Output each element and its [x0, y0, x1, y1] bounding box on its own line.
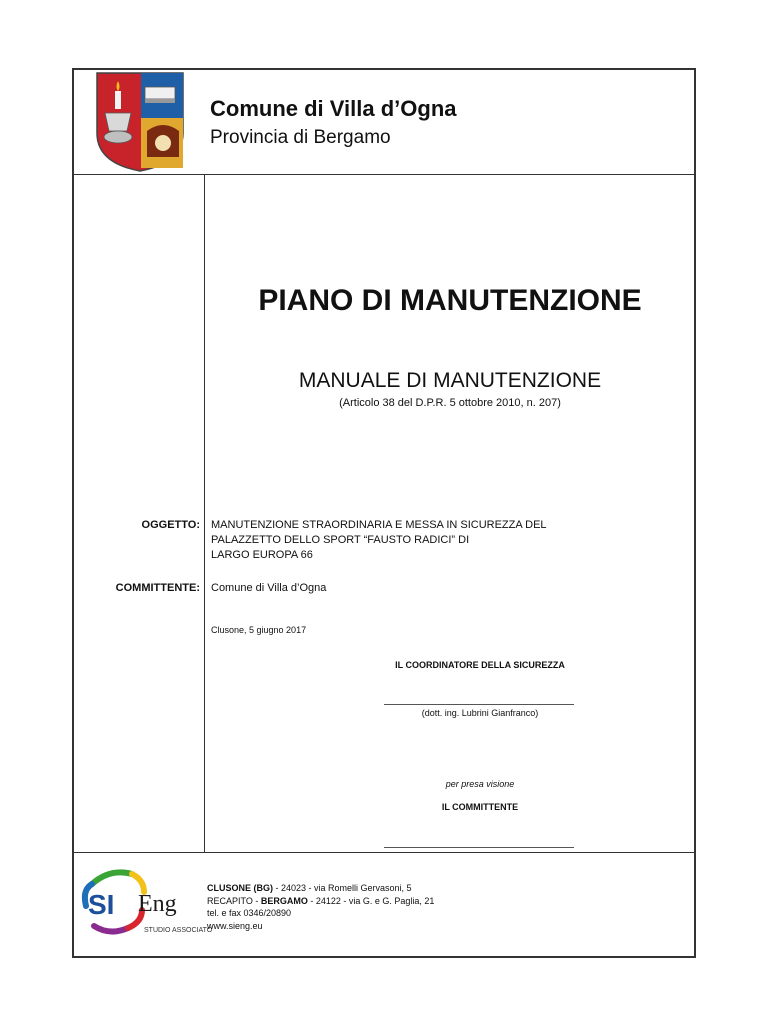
oggetto-line: PALAZZETTO DELLO SPORT “FAUSTO RADICI” DI	[211, 534, 470, 546]
footer-divider	[72, 852, 696, 853]
footer-line-1	[207, 882, 434, 895]
sieng-logo-icon	[80, 866, 213, 938]
article-reference: (Articolo 38 del D.P.R. 5 ottobre 2010, n. 207)	[339, 397, 561, 409]
oggetto-line: MANUTENZIONE STRAORDINARIA E MESSA IN SICUREZZA DEL	[211, 519, 547, 531]
document-subtitle: MANUALE DI MANUTENZIONE	[298, 369, 602, 392]
coordinator-signature-line	[384, 704, 574, 705]
logo-studio-text: STUDIO ASSOCIATO	[144, 927, 213, 934]
oggetto-value	[211, 518, 551, 563]
column-divider	[204, 175, 205, 853]
coordinator-heading: IL COORDINATORE DELLA SICUREZZA	[395, 660, 565, 670]
coordinator-name: (dott. ing. Lubrini Gianfranco)	[421, 708, 539, 718]
document-title: PIANO DI MANUTENZIONE	[258, 284, 642, 317]
logo-eng-text: Eng	[138, 891, 177, 917]
logo-si-text: SI	[88, 889, 115, 920]
committente-label: COMMITTENTE:	[115, 582, 200, 594]
presa-visione: per presa visione	[445, 779, 515, 789]
footer-contacts	[207, 882, 434, 932]
oggetto-label: OGGETTO:	[141, 519, 200, 531]
header-divider	[72, 174, 696, 175]
footer-website[interactable]: www.sieng.eu	[207, 920, 263, 931]
municipal-crest-icon	[95, 71, 185, 173]
municipality-name: Comune di Villa d’Ogna	[210, 96, 457, 121]
footer-city: CLUSONE (BG)	[207, 883, 273, 893]
footer-address-2: - 24122 - via G. e G. Paglia, 21	[307, 895, 435, 906]
footer-line-2	[207, 895, 434, 908]
province-name: Provincia di Bergamo	[210, 127, 391, 148]
footer-address-1: - 24023 - via Romelli Gervasoni, 5	[273, 883, 412, 893]
footer-city-2: BERGAMO	[260, 895, 308, 906]
footer-phone: tel. e fax 0346/20890	[207, 908, 292, 918]
document-frame	[72, 68, 696, 958]
committente-heading: IL COMMITTENTE	[441, 802, 519, 812]
committente-signature-line	[384, 847, 574, 848]
footer-recapito-label: RECAPITO -	[207, 895, 261, 906]
oggetto-line: LARGO EUROPA 66	[211, 549, 313, 561]
committente-value: Comune di Villa d’Ogna	[211, 582, 327, 594]
place-date: Clusone, 5 giugno 2017	[211, 625, 307, 635]
